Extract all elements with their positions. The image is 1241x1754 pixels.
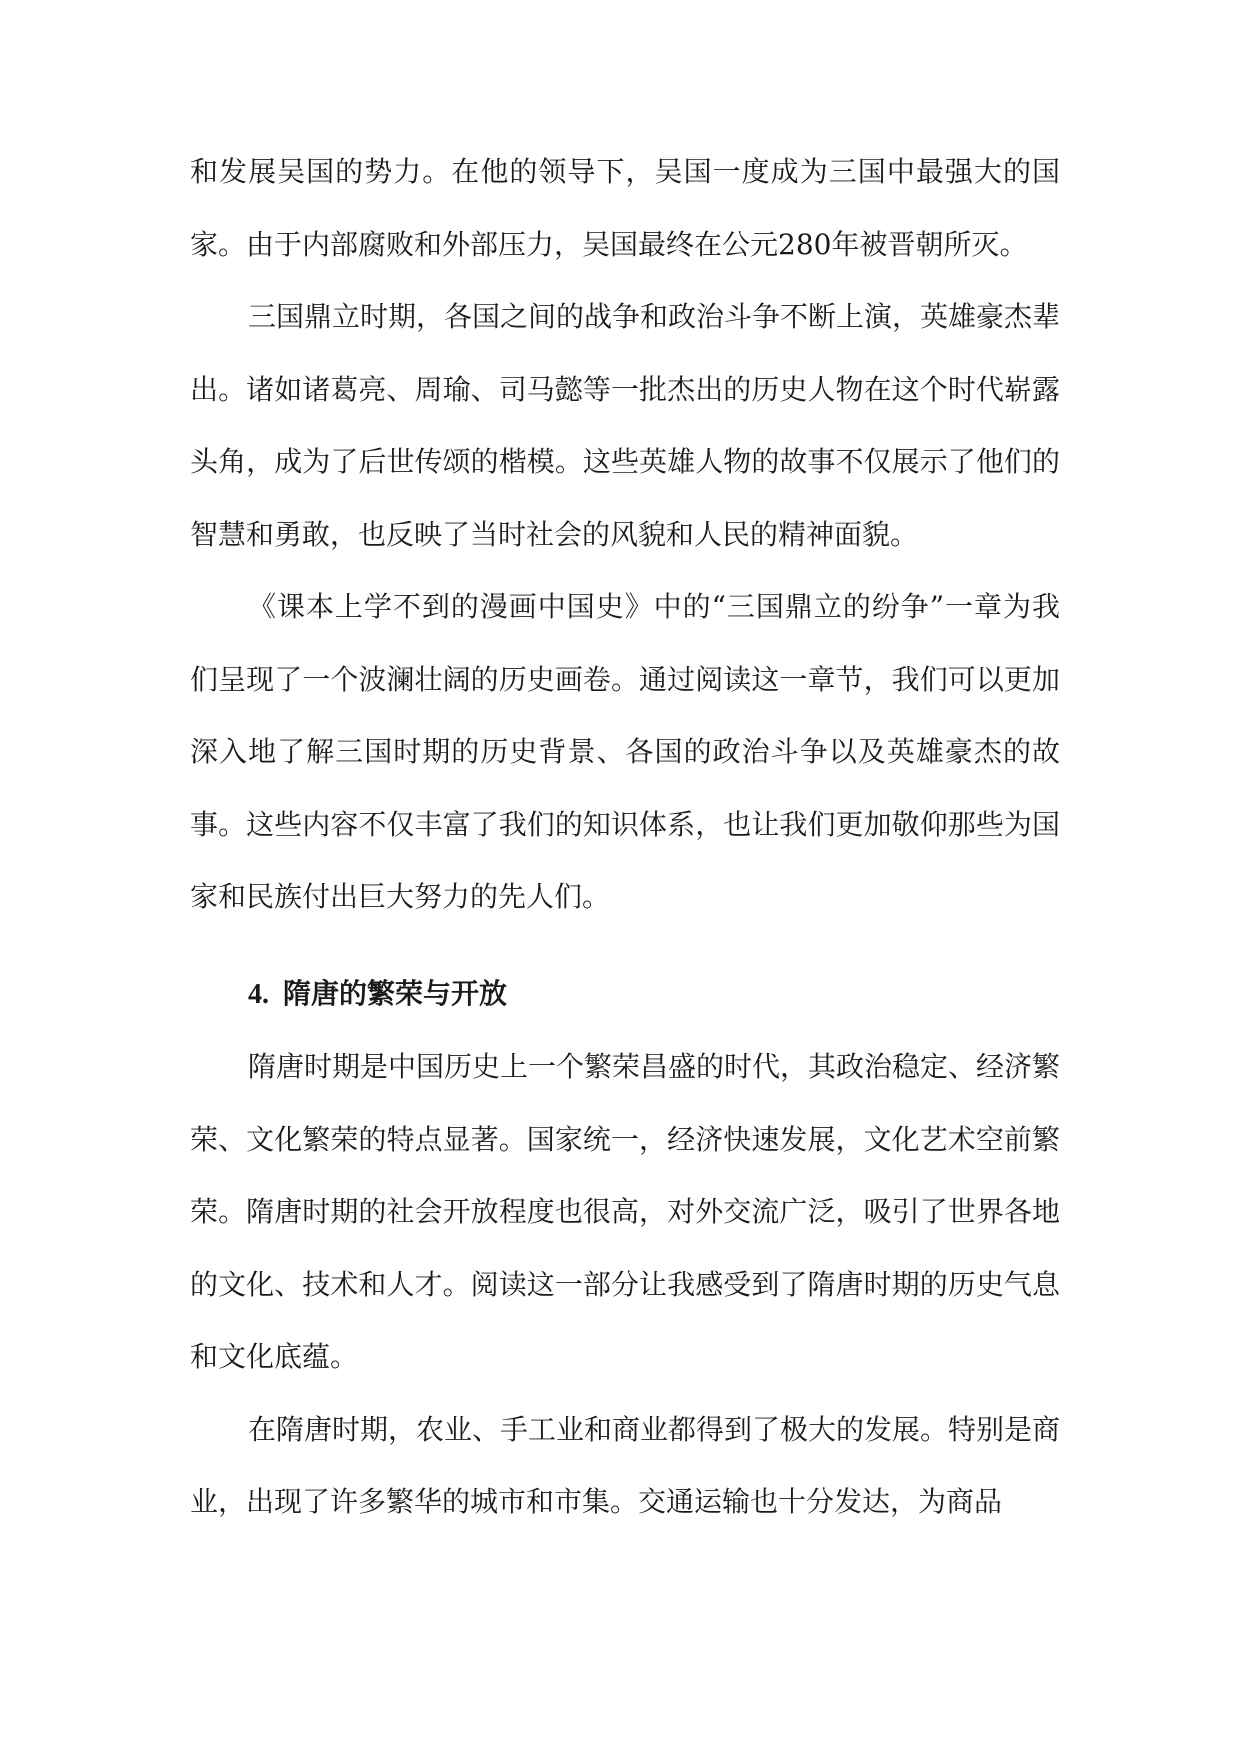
paragraph-sui-tang-commerce: 在隋唐时期，农业、手工业和商业都得到了极大的发展。特别是商业，出现了许多繁华的城市和市集。交通运输也十分发达，为商品 [190,1412,1061,1518]
section-number: 4. [248,978,269,1010]
paragraph-book-chapter-review: 《课本上学不到的漫画中国史》中的“三国鼎立的纷争”一章为我们呈现了一个波澜壮阔的历史画卷。通过阅读这一章节，我们可以更加深入地了解三国时期的历史背景、各国的政治斗争以及英雄豪杰的故事。这些内容不仅丰富了我们的知识体系，也让我们更加敬仰那些为国家和民族付出巨大努力的先人们。 [190,590,1060,913]
paragraph-sui-tang-prosperity: 隋唐时期是中国历史上一个繁荣昌盛的时代，其政治稳定、经济繁荣、文化繁荣的特点显著。国家统一，经济快速发展，文化艺术空前繁荣。隋唐时期的社会开放程度也很高，对外交流广泛，吸引了世界各地的文化、技术和人才。阅读这一部分让我感受到了隋唐时期的历史气息和文化底蕴。 [190,1050,1061,1373]
paragraph-wu-kingdom-end: 和发展吴国的势力。在他的领导下，吴国一度成为三国中最强大的国家。由于内部腐败和外部压力，吴国最终在公元280年被晋朝所灭。 [190,155,1060,261]
paragraph-three-kingdoms-heroes: 三国鼎立时期，各国之间的战争和政治斗争不断上演，英雄豪杰辈出。诸如诸葛亮、周瑜、司马懿等一批杰出的历史人物在这个时代崭露头角，成为了后世传颂的楷模。这些英雄人物的故事不仅展示了他们的智慧和勇敢，也反映了当时社会的风貌和人民的精神面貌。 [190,300,1061,551]
document-body [190,136,1060,1539]
section-title: 隋唐的繁荣与开放 [283,976,508,1010]
section-heading [190,958,1060,1032]
